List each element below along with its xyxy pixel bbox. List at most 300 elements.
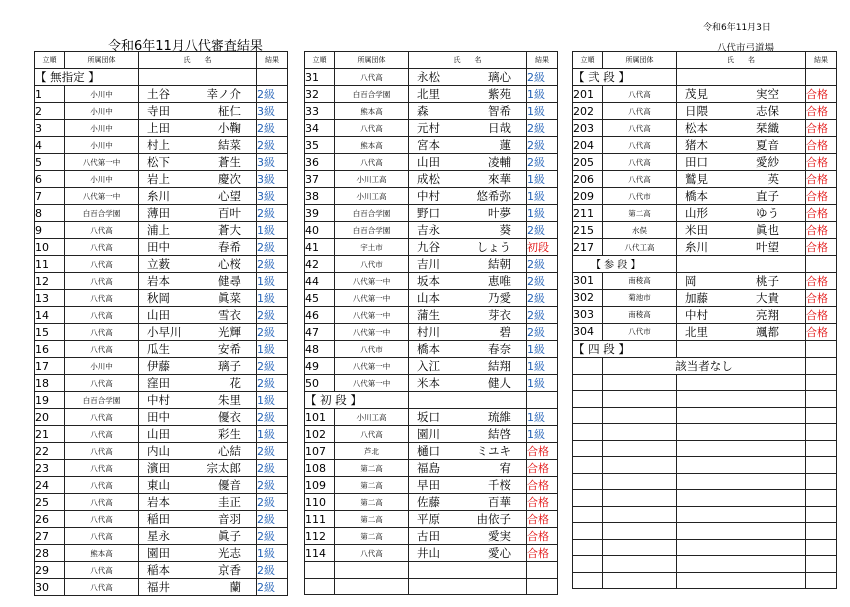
table-row xyxy=(305,443,558,460)
empty-cell xyxy=(677,506,806,523)
rank-number: 35 xyxy=(305,137,335,154)
table-row xyxy=(305,171,558,188)
table-row xyxy=(573,556,837,573)
organization: 八代市 xyxy=(335,341,409,358)
table-row xyxy=(573,424,837,441)
member-name xyxy=(677,239,806,256)
organization: 八代高 xyxy=(65,341,139,358)
empty-cell xyxy=(806,357,837,374)
family-name: 中村 xyxy=(147,393,170,407)
empty-cell xyxy=(573,572,603,589)
member-name xyxy=(409,154,527,171)
organization: 菊池市 xyxy=(603,289,677,306)
rank-number: 49 xyxy=(305,358,335,375)
empty-cell xyxy=(603,457,677,474)
family-name: 田中 xyxy=(147,240,170,254)
result-value: 1級 xyxy=(527,86,558,103)
table-row xyxy=(573,103,837,120)
rank-number: 7 xyxy=(35,188,65,205)
rank-number: 6 xyxy=(35,171,65,188)
family-name: 蒲生 xyxy=(417,308,440,322)
empty-cell xyxy=(677,407,806,424)
given-name: 慶次 xyxy=(218,172,241,186)
results-table-2 xyxy=(304,51,558,595)
family-name: 吉永 xyxy=(417,223,440,237)
empty-cell xyxy=(573,391,603,408)
result-value: 2級 xyxy=(257,375,288,392)
result-value: 合格 xyxy=(806,86,837,103)
organization: 八代高 xyxy=(603,86,677,103)
given-name: 千桜 xyxy=(488,478,511,492)
family-name: 永松 xyxy=(417,70,440,84)
section-header: 【 初 段 】 xyxy=(305,392,409,409)
rank-number: 37 xyxy=(305,171,335,188)
member-name xyxy=(139,545,257,562)
col-header-name: 氏 名 xyxy=(139,52,257,69)
given-name: ミユキ xyxy=(476,444,511,458)
organization: 第二高 xyxy=(335,511,409,528)
rank-number: 112 xyxy=(305,528,335,545)
rank-number: 30 xyxy=(35,579,65,596)
empty-cell xyxy=(806,523,837,540)
empty-cell xyxy=(603,539,677,556)
table-row xyxy=(305,511,558,528)
given-name: 愛心 xyxy=(488,546,511,560)
col-header-org: 所属団体 xyxy=(603,52,677,69)
empty-cell xyxy=(573,440,603,457)
member-name xyxy=(409,477,527,494)
organization: 八代市 xyxy=(603,188,677,205)
given-name: 璃子 xyxy=(218,359,241,373)
table-row xyxy=(305,120,558,137)
empty-cell xyxy=(806,374,837,391)
organization: 八代高 xyxy=(65,443,139,460)
rank-number: 2 xyxy=(35,103,65,120)
rank-number: 40 xyxy=(305,222,335,239)
table-row xyxy=(35,86,288,103)
table-row xyxy=(305,205,558,222)
family-name: 井山 xyxy=(417,546,440,560)
section-header: 【 無指定 】 xyxy=(35,69,139,86)
rank-number: 12 xyxy=(35,273,65,290)
rank-number: 11 xyxy=(35,256,65,273)
member-name xyxy=(409,307,527,324)
family-name: 山田 xyxy=(147,308,170,322)
member-name xyxy=(409,426,527,443)
family-name: 山田 xyxy=(417,155,440,169)
family-name: 加藤 xyxy=(685,290,708,305)
empty-cell xyxy=(677,374,806,391)
organization: 八代高 xyxy=(65,324,139,341)
given-name: 乃愛 xyxy=(488,291,511,305)
rank-number: 101 xyxy=(305,409,335,426)
given-name: 眞菜 xyxy=(218,291,241,305)
rank-number: 217 xyxy=(573,239,603,256)
result-value: 2級 xyxy=(257,528,288,545)
col-header-rank: 立順 xyxy=(35,52,65,69)
given-name: 小鞠 xyxy=(218,121,241,135)
result-value: 合格 xyxy=(806,239,837,256)
empty-cell xyxy=(573,473,603,490)
given-name: 夏音 xyxy=(756,138,779,152)
table-row xyxy=(573,154,837,171)
empty-cell xyxy=(603,523,677,540)
result-value: 合格 xyxy=(806,137,837,154)
empty-cell xyxy=(677,572,806,589)
family-name: 秋岡 xyxy=(147,291,170,305)
family-name: 園田 xyxy=(147,546,170,560)
result-value: 2級 xyxy=(257,460,288,477)
given-name: 碧 xyxy=(499,325,511,339)
table-row xyxy=(305,341,558,358)
empty-cell xyxy=(806,424,837,441)
table-row xyxy=(305,188,558,205)
empty-cell xyxy=(573,490,603,507)
given-name: 蒼大 xyxy=(218,223,241,237)
empty-cell xyxy=(335,578,409,595)
organization: 八代高 xyxy=(65,409,139,426)
member-name xyxy=(409,86,527,103)
family-name: 上田 xyxy=(147,121,170,135)
table-row xyxy=(35,409,288,426)
rank-number: 48 xyxy=(305,341,335,358)
family-name: 稲本 xyxy=(147,563,170,577)
given-name: 智希 xyxy=(488,104,511,118)
given-name: 日哉 xyxy=(488,121,511,135)
member-name xyxy=(677,154,806,171)
rank-number: 15 xyxy=(35,324,65,341)
table-row xyxy=(35,154,288,171)
rank-number: 21 xyxy=(35,426,65,443)
given-name: 大貴 xyxy=(756,290,779,305)
table-row xyxy=(305,239,558,256)
family-name: 村川 xyxy=(417,325,440,339)
organization: 八代高 xyxy=(65,222,139,239)
result-value: 2級 xyxy=(257,307,288,324)
family-name: 宮本 xyxy=(417,138,440,152)
table-row xyxy=(573,239,837,256)
rank-number: 107 xyxy=(305,443,335,460)
result-value: 2級 xyxy=(257,409,288,426)
table-row xyxy=(573,523,837,540)
rank-number: 20 xyxy=(35,409,65,426)
organization: 八代高 xyxy=(65,239,139,256)
member-name xyxy=(409,528,527,545)
rank-number: 303 xyxy=(573,306,603,323)
rank-number: 16 xyxy=(35,341,65,358)
table-row xyxy=(573,137,837,154)
member-name xyxy=(139,205,257,222)
result-value: 1級 xyxy=(527,375,558,392)
table-row xyxy=(573,490,837,507)
empty-cell xyxy=(806,391,837,408)
table-row xyxy=(305,154,558,171)
table-row xyxy=(305,222,558,239)
empty-cell xyxy=(677,440,806,457)
rank-number: 202 xyxy=(573,103,603,120)
empty-cell xyxy=(806,440,837,457)
member-name xyxy=(409,239,527,256)
member-name xyxy=(139,460,257,477)
member-name xyxy=(677,323,806,340)
table-row xyxy=(35,222,288,239)
given-name: 雪衣 xyxy=(218,308,241,322)
table-row xyxy=(305,358,558,375)
organization: 小川工高 xyxy=(335,409,409,426)
given-name: 健尋 xyxy=(218,274,241,288)
family-name: 成松 xyxy=(417,172,440,186)
given-name: 光輝 xyxy=(218,325,241,339)
result-value: 1級 xyxy=(527,103,558,120)
table-row xyxy=(35,120,288,137)
given-name: 結啓 xyxy=(488,427,511,441)
header-row xyxy=(573,52,837,69)
table-row xyxy=(573,289,837,306)
result-value: 2級 xyxy=(257,443,288,460)
rank-number: 36 xyxy=(305,154,335,171)
rank-number: 41 xyxy=(305,239,335,256)
organization: 八代工高 xyxy=(603,239,677,256)
table-row xyxy=(35,239,288,256)
result-value: 2級 xyxy=(257,137,288,154)
given-name: 眞子 xyxy=(218,529,241,543)
member-name xyxy=(409,171,527,188)
member-name xyxy=(139,375,257,392)
member-name xyxy=(139,392,257,409)
rank-number: 102 xyxy=(305,426,335,443)
table-row xyxy=(35,341,288,358)
family-name: 岩上 xyxy=(147,172,170,186)
page-title: 令和6年11月八代審査結果 xyxy=(108,39,263,54)
empty-cell xyxy=(139,69,257,86)
organization: 八代高 xyxy=(335,154,409,171)
no-applicant-note: 該当者なし xyxy=(603,357,806,374)
rank-number: 32 xyxy=(305,86,335,103)
result-value: 1級 xyxy=(527,188,558,205)
table-row xyxy=(35,562,288,579)
given-name: 叶望 xyxy=(756,240,779,254)
family-name: 岩本 xyxy=(147,495,170,509)
member-name xyxy=(139,562,257,579)
family-name: 東山 xyxy=(147,478,170,492)
result-value: 1級 xyxy=(527,426,558,443)
organization: 八代市 xyxy=(603,323,677,340)
family-name: 猪木 xyxy=(685,138,708,152)
result-value: 2級 xyxy=(527,137,558,154)
table-row xyxy=(35,392,288,409)
organization: 芦北 xyxy=(335,443,409,460)
result-value: 合格 xyxy=(806,103,837,120)
organization: 八代高 xyxy=(65,494,139,511)
family-name: 早田 xyxy=(417,478,440,492)
member-name xyxy=(409,120,527,137)
empty-cell xyxy=(603,440,677,457)
rank-number: 304 xyxy=(573,323,603,340)
family-name: 福島 xyxy=(417,461,440,475)
member-name xyxy=(409,290,527,307)
family-name: 平原 xyxy=(417,512,440,526)
rank-number: 44 xyxy=(305,273,335,290)
table-row xyxy=(305,86,558,103)
rank-number: 22 xyxy=(35,443,65,460)
member-name xyxy=(139,528,257,545)
result-value: 2級 xyxy=(527,256,558,273)
result-value: 2級 xyxy=(527,120,558,137)
empty-cell xyxy=(806,457,837,474)
results-table-3 xyxy=(572,51,837,589)
col-header-result: 結果 xyxy=(806,52,837,69)
rank-number: 203 xyxy=(573,120,603,137)
rank-number: 34 xyxy=(305,120,335,137)
family-name: 山本 xyxy=(417,291,440,305)
result-value: 合格 xyxy=(527,528,558,545)
organization: 第二高 xyxy=(335,528,409,545)
result-value: 3級 xyxy=(257,103,288,120)
family-name: 北里 xyxy=(417,87,440,101)
empty-cell xyxy=(806,473,837,490)
table-row xyxy=(573,120,837,137)
empty-cell xyxy=(806,490,837,507)
member-name xyxy=(677,222,806,239)
family-name: 土谷 xyxy=(147,87,170,101)
member-name xyxy=(409,375,527,392)
rank-number: 114 xyxy=(305,545,335,562)
rank-number: 211 xyxy=(573,205,603,222)
rank-number: 10 xyxy=(35,239,65,256)
family-name: 星永 xyxy=(147,529,170,543)
table-row xyxy=(305,256,558,273)
given-name: 桃子 xyxy=(756,273,779,288)
organization: 八代高 xyxy=(65,528,139,545)
member-name xyxy=(409,256,527,273)
member-name xyxy=(139,103,257,120)
table-row xyxy=(35,69,288,86)
given-name: 百叶 xyxy=(218,206,241,220)
family-name: 村上 xyxy=(147,138,170,152)
result-value: 2級 xyxy=(257,562,288,579)
given-name: 宥 xyxy=(499,461,511,475)
member-name xyxy=(409,324,527,341)
table-row xyxy=(35,188,288,205)
rank-number: 9 xyxy=(35,222,65,239)
table-row xyxy=(35,579,288,596)
family-name: 小早川 xyxy=(147,325,182,339)
table-row xyxy=(573,539,837,556)
organization: 八代第一中 xyxy=(335,375,409,392)
result-value: 2級 xyxy=(257,511,288,528)
organization: 八代高 xyxy=(603,103,677,120)
table-row xyxy=(35,426,288,443)
organization: 八代高 xyxy=(65,579,139,596)
organization: 白百合学園 xyxy=(65,205,139,222)
organization: 小川中 xyxy=(65,86,139,103)
family-name: 中村 xyxy=(417,189,440,203)
member-name xyxy=(139,290,257,307)
family-name: 濱田 xyxy=(147,461,170,475)
member-name xyxy=(409,494,527,511)
table-row xyxy=(35,477,288,494)
result-value: 合格 xyxy=(527,443,558,460)
empty-cell xyxy=(527,392,558,409)
empty-cell xyxy=(603,473,677,490)
rank-number: 25 xyxy=(35,494,65,511)
rank-number: 17 xyxy=(35,358,65,375)
rank-number: 47 xyxy=(305,324,335,341)
table-row xyxy=(573,506,837,523)
family-name: 米本 xyxy=(417,376,440,390)
rank-number: 13 xyxy=(35,290,65,307)
organization: 八代高 xyxy=(65,511,139,528)
organization: 八代第一中 xyxy=(65,188,139,205)
result-value: 2級 xyxy=(527,69,558,86)
rank-number: 23 xyxy=(35,460,65,477)
member-name xyxy=(139,120,257,137)
given-name: 安希 xyxy=(218,342,241,356)
empty-cell xyxy=(573,374,603,391)
member-name xyxy=(409,205,527,222)
result-value: 合格 xyxy=(527,511,558,528)
member-name xyxy=(409,69,527,86)
member-name xyxy=(409,341,527,358)
organization: 熊本高 xyxy=(335,103,409,120)
organization: 宇土市 xyxy=(335,239,409,256)
rank-number: 28 xyxy=(35,545,65,562)
table-row xyxy=(35,460,288,477)
empty-cell xyxy=(603,556,677,573)
col-header-name: 氏 名 xyxy=(409,52,527,69)
given-name: 愛実 xyxy=(488,529,511,543)
empty-cell xyxy=(677,424,806,441)
table-row xyxy=(573,306,837,323)
rank-number: 201 xyxy=(573,86,603,103)
organization: 八代高 xyxy=(65,562,139,579)
result-value: 1級 xyxy=(257,222,288,239)
member-name xyxy=(677,188,806,205)
table-row xyxy=(573,473,837,490)
rank-number: 205 xyxy=(573,154,603,171)
organization: 小川中 xyxy=(65,171,139,188)
organization: 八代第一中 xyxy=(335,324,409,341)
table-row xyxy=(573,323,837,340)
family-name: 松本 xyxy=(685,121,708,135)
rank-number: 33 xyxy=(305,103,335,120)
given-name: 叶夢 xyxy=(488,206,511,220)
empty-cell xyxy=(409,562,527,579)
member-name xyxy=(139,307,257,324)
empty-cell xyxy=(677,340,806,357)
given-name: 心結 xyxy=(218,444,241,458)
member-name xyxy=(409,222,527,239)
empty-cell xyxy=(603,424,677,441)
result-value: 2級 xyxy=(257,239,288,256)
result-value: 合格 xyxy=(806,205,837,222)
table-row xyxy=(305,460,558,477)
col-header-result: 結果 xyxy=(257,52,288,69)
empty-cell xyxy=(527,562,558,579)
member-name xyxy=(139,324,257,341)
family-name: 佐藤 xyxy=(417,495,440,509)
member-name xyxy=(409,273,527,290)
table-row xyxy=(305,409,558,426)
given-name: 颯都 xyxy=(756,324,779,339)
organization: 熊本高 xyxy=(335,137,409,154)
given-name: 宗太郎 xyxy=(206,461,241,475)
given-name: 結菜 xyxy=(218,138,241,152)
table-row xyxy=(35,205,288,222)
empty-cell xyxy=(677,256,806,273)
family-name: 北里 xyxy=(685,324,708,339)
table-row xyxy=(573,440,837,457)
